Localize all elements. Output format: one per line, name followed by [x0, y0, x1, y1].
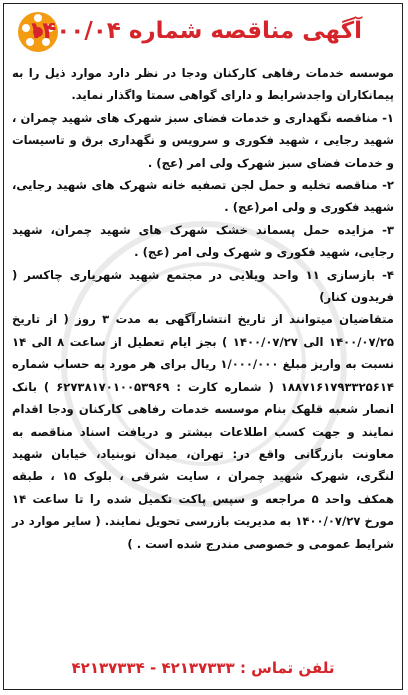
- notice-frame: [3, 3, 403, 690]
- contact-label: تلفن تماس :: [239, 659, 335, 677]
- notice-intro: موسسه خدمات رفاهی کارکنان ودجا در نظر دارد موارد ذیل را به پیمانکاران واجدشرایط و دارای گواهی سمتا واگذار نماید.: [12, 66, 394, 103]
- notice-item-2: ۲- مناقصه تخلیه و حمل لجن تصفیه خانه شهرک های شهید رجایی، شهید فکوری و ولی امر(عج) .: [12, 178, 394, 215]
- contact-line: [10, 657, 396, 679]
- notice-body: [12, 62, 394, 555]
- contact-numbers: ۴۲۱۳۷۳۳۳ - ۴۲۱۳۷۳۳۴: [71, 659, 235, 677]
- notice-item-4: ۴- بازسازی ۱۱ واحد ویلایی در مجتمع شهید شهریاری چاکسر ( فریدون کنار): [12, 267, 394, 305]
- notice-item-1: ۱- مناقصه نگهداری و خدمات فضای سبز شهرک های شهید چمران ، شهید رجایی ، شهید فکوری و سرویس و نگهداری برق و تاسیسات و خدمات فضای سبز شهرک ولی امر (عج) .: [12, 110, 394, 170]
- notice-item-3: ۳- مزایده حمل پسماند خشک شهرک های شهید چمران، شهید رجایی، شهید فکوری و شهرک ولی امر (عج) .: [12, 222, 394, 260]
- notice-title: آگهی مناقصه شماره ۱۴۰۰/۰۴: [28, 18, 362, 44]
- notice-details: متقاضیان میتوانند از تاریخ انتشارآگهی به مدت ۳ روز ( از تاریخ ۱۴۰۰/۰۷/۲۵ الی ۱۴۰۰/۰۷/۲۷ ) بجز ایام تعطیل از ساعت ۸ الی ۱۴ نسبت به واریز مبلغ ۱/۰۰۰/۰۰۰ ریال برای هر مورد به حساب شماره ۱۸۸۷۱۶۱۷۹۳۳۲۵۶۱۴ ( شماره کارت : ۶۲۷۳۸۱۷۰۱۰۰۵۳۹۶۹ ) بانک انصار شعبه قلهک بنام موسسه خدمات رفاهی کارکنان ودجا اقدام نمایند و جهت کسب اطلاعات بیشتر و دریافت اسناد مناقصه به معاونت بازرگانی واقع در: تهران، میدان نوبنیاد، خیابان شهید لنگری، شهرک شهید چمران ، سایت شرقی ، بلوک ۱۵ ، طبقه همکف واحد ۵ مراجعه و سپس پاکت تکمیل شده را تا ساعت ۱۴ مورخ ۱۴۰۰/۰۷/۲۷ به مدیریت بازرسی تحویل نمایند. ( سایر موارد در شرایط عمومی و خصوصی مندرج شده است . ): [12, 312, 394, 551]
- notice-header: [4, 6, 402, 58]
